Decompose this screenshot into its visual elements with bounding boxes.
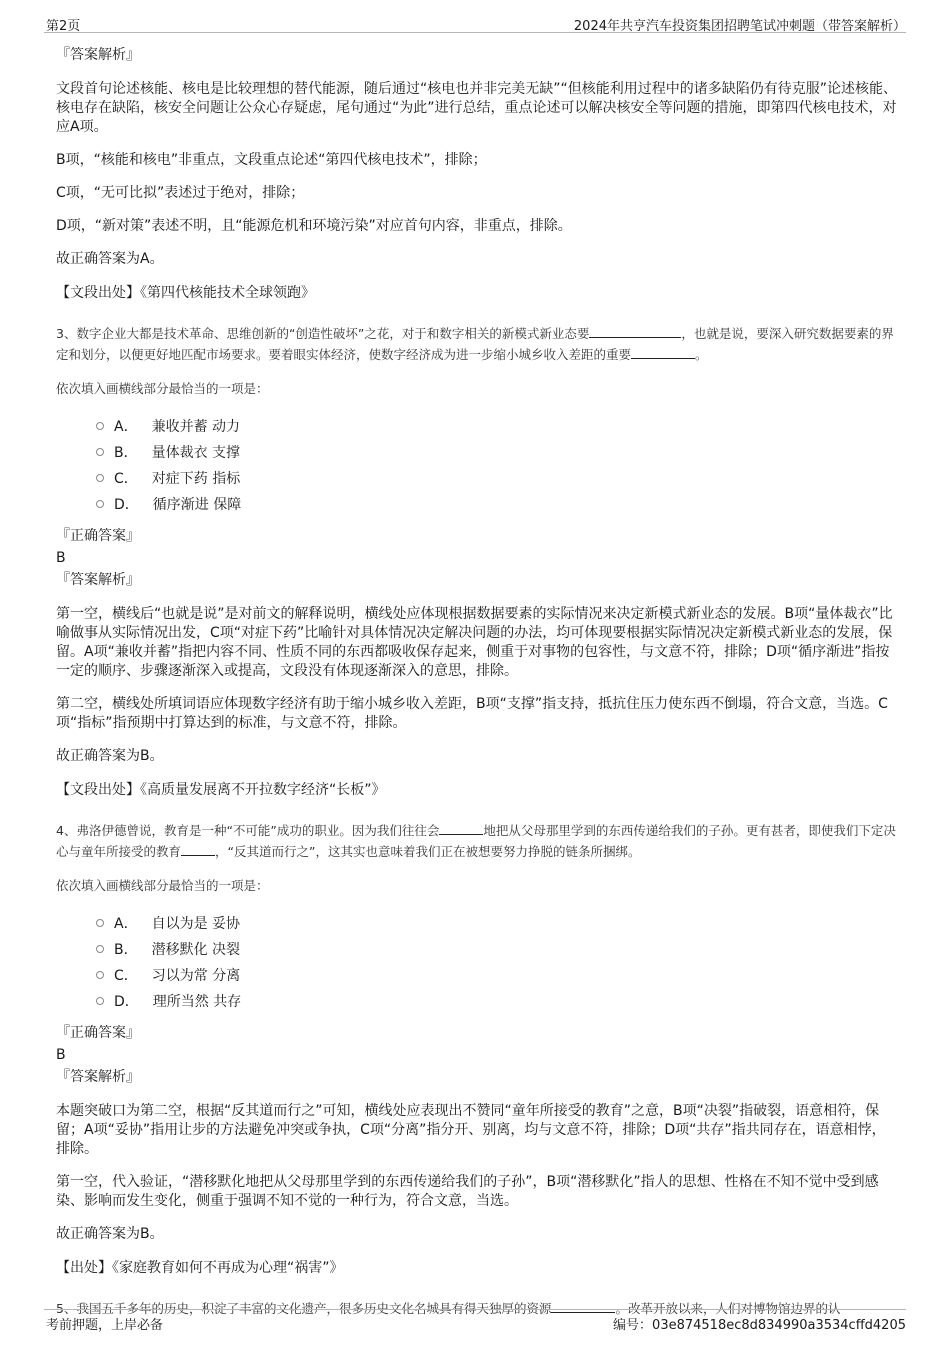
question-4-options (96, 910, 898, 1014)
fill-blank (631, 346, 695, 359)
question-prompt: 依次填入画横线部分最恰当的一项是： (56, 878, 269, 893)
analysis-paragraph: 第一空，横线后“也就是说”是对前文的解释说明，横线处应体现根据数据要素的实际情况来决定新模式新业态的发展。B项“量体裁衣”比喻做事从实际情况出发，C项“对症下药”比喻针对具体情况决定解决问题的办法，均可体现要根据实际情况决定新模式新业态的发展，保留。A项“兼收并蓄”指把内容不同、性质不同的东西都吸收保存起来，侧重于对事物的包容性，与文意不符，排除；D项“循序渐进”指按一定的顺序、步骤逐渐深入或提高，文段没有体现逐渐深入的意思，排除。 (56, 606, 893, 679)
option-c[interactable]: C． 对症下药 指标 (96, 465, 898, 491)
answer-analysis-label: 『答案解析』 (56, 572, 140, 588)
option-d[interactable]: D． 循序渐进 保障 (96, 491, 898, 517)
source-citation: 【出处】《家庭教育如何不再成为心理“祸害”》 (56, 1260, 344, 1276)
option-c[interactable]: C． 习以为常 分离 (96, 962, 898, 988)
question-5-stem: 5、我国五千多年的历史，积淀了丰富的文化遗产，很多历史文化名城具有得天独厚的资源 。改革开放以来，人们对博物馆边界的认 (56, 1301, 841, 1316)
analysis-paragraph: 第二空，横线处所填词语应体现数字经济有助于缩小城乡收入差距，B项“支撑”指支持，抵抗住压力使东西不倒塌，符合文意，当选。C项“指标”指预期中打算达到的标准，与文意不符，排除。 (56, 696, 888, 731)
analysis-paragraph: 本题突破口为第二空，根据“反其道而行之”可知，横线处应表现出不赞同“童年所接受的教育”之意，B项“决裂”指破裂，语意相符，保留；A项“妥协”指用让步的方法避免冲突或争执，C项“分离”指分开、别离，均与文意不符，排除；D项“共存”指共同存在，语意相悖，排除。 (56, 1103, 886, 1157)
source-citation: 【文段出处】《第四代核能技术全球领跑》 (56, 285, 315, 301)
document-title: 2024年共亨汽车投资集团招聘笔试冲刺题（带答案解析） (573, 19, 906, 34)
analysis-paragraph: B项，“核能和核电”非重点，文段重点论述“第四代核电技术”，排除； (56, 152, 487, 168)
radio-icon[interactable] (96, 919, 104, 927)
fill-blank (439, 822, 483, 835)
option-b[interactable]: B． 潜移默化 决裂 (96, 936, 898, 962)
answer-conclusion: 故正确答案为B。 (56, 1226, 164, 1242)
footer-divider (44, 1309, 906, 1310)
option-a[interactable]: A． 兼收并蓄 动力 (96, 413, 898, 439)
correct-answer-label: 『正确答案』 (56, 1025, 140, 1041)
option-a[interactable]: A． 自以为是 妥协 (96, 910, 898, 936)
analysis-paragraph: 第一空，代入验证，“潜移默化地把从父母那里学到的东西传递给我们的子孙”，B项“潜移默化”指人的思想、性格在不知不觉中受到感染、影响而发生变化，侧重于强调不知不觉的一种行为，符合文意，当选。 (56, 1174, 879, 1209)
header-divider (44, 32, 906, 33)
analysis-paragraph: D项，“新对策”表述不明，且“能源危机和环境污染”对应首句内容，非重点，排除。 (56, 218, 572, 234)
document-code: 编号：03e874518ec8d834990a3534cffd4205 (613, 1318, 906, 1333)
fill-blank (181, 843, 215, 856)
fill-blank (589, 325, 681, 338)
radio-icon[interactable] (96, 422, 104, 430)
question-prompt: 依次填入画横线部分最恰当的一项是： (56, 381, 269, 396)
question-3-options (96, 413, 898, 517)
correct-answer: B (56, 1047, 66, 1063)
correct-answer: B (56, 550, 66, 566)
radio-icon[interactable] (96, 945, 104, 953)
analysis-paragraph: 文段首句论述核能、核电是比较理想的替代能源，随后通过“核电也并非完美无缺”“但核能利用过程中的诸多缺陷仍有待克服”论述核能、核电存在缺陷，核安全问题让公众心存疑虑，尾句通过“为此”进行总结，重点论述可以解决核安全等问题的措施，即第四代核电技术，对应A项。 (56, 81, 898, 135)
radio-icon[interactable] (96, 448, 104, 456)
answer-analysis-label: 『答案解析』 (56, 1069, 140, 1085)
document-body (56, 46, 898, 1333)
source-citation: 【文段出处】《高质量发展离不开拉数字经济“长板”》 (56, 782, 386, 798)
answer-conclusion: 故正确答案为B。 (56, 748, 164, 764)
radio-icon[interactable] (96, 997, 104, 1005)
radio-icon[interactable] (96, 971, 104, 979)
option-d[interactable]: D． 理所当然 共存 (96, 988, 898, 1014)
question-3-stem: 3、数字企业大都是技术革命、思维创新的“创造性破坏”之花，对于和数字相关的新模式新业态要 ，也就是说，要深入研究数据要素的界定和划分，以便更好地匹配市场要求。要着眼实体经济，使数字经济成为进一步缩小城乡收入差距的重要 。 (56, 326, 894, 362)
answer-conclusion: 故正确答案为A。 (56, 251, 164, 267)
option-b[interactable]: B． 量体裁衣 支撑 (96, 439, 898, 465)
radio-icon[interactable] (96, 474, 104, 482)
footer-slogan: 考前押题，上岸必备 (46, 1318, 164, 1333)
correct-answer-label: 『正确答案』 (56, 528, 140, 544)
radio-icon[interactable] (96, 500, 104, 508)
question-4-stem: 4、弗洛伊德曾说，教育是一种“不可能”成功的职业。因为我们往往会 地把从父母那里学到的东西传递给我们的子孙。更有甚者，即使我们下定决心与童年所接受的教育 ，“反其道而行之”，这其实也意味着我们正在被想要努力挣脱的链条所捆绑。 (56, 823, 896, 859)
page-header (0, 0, 950, 40)
fill-blank (551, 1300, 615, 1313)
analysis-paragraph: C项，“无可比拟”表述过于绝对，排除； (56, 185, 305, 201)
page-number: 第2页 (46, 19, 81, 34)
answer-analysis-label: 『答案解析』 (56, 47, 140, 63)
